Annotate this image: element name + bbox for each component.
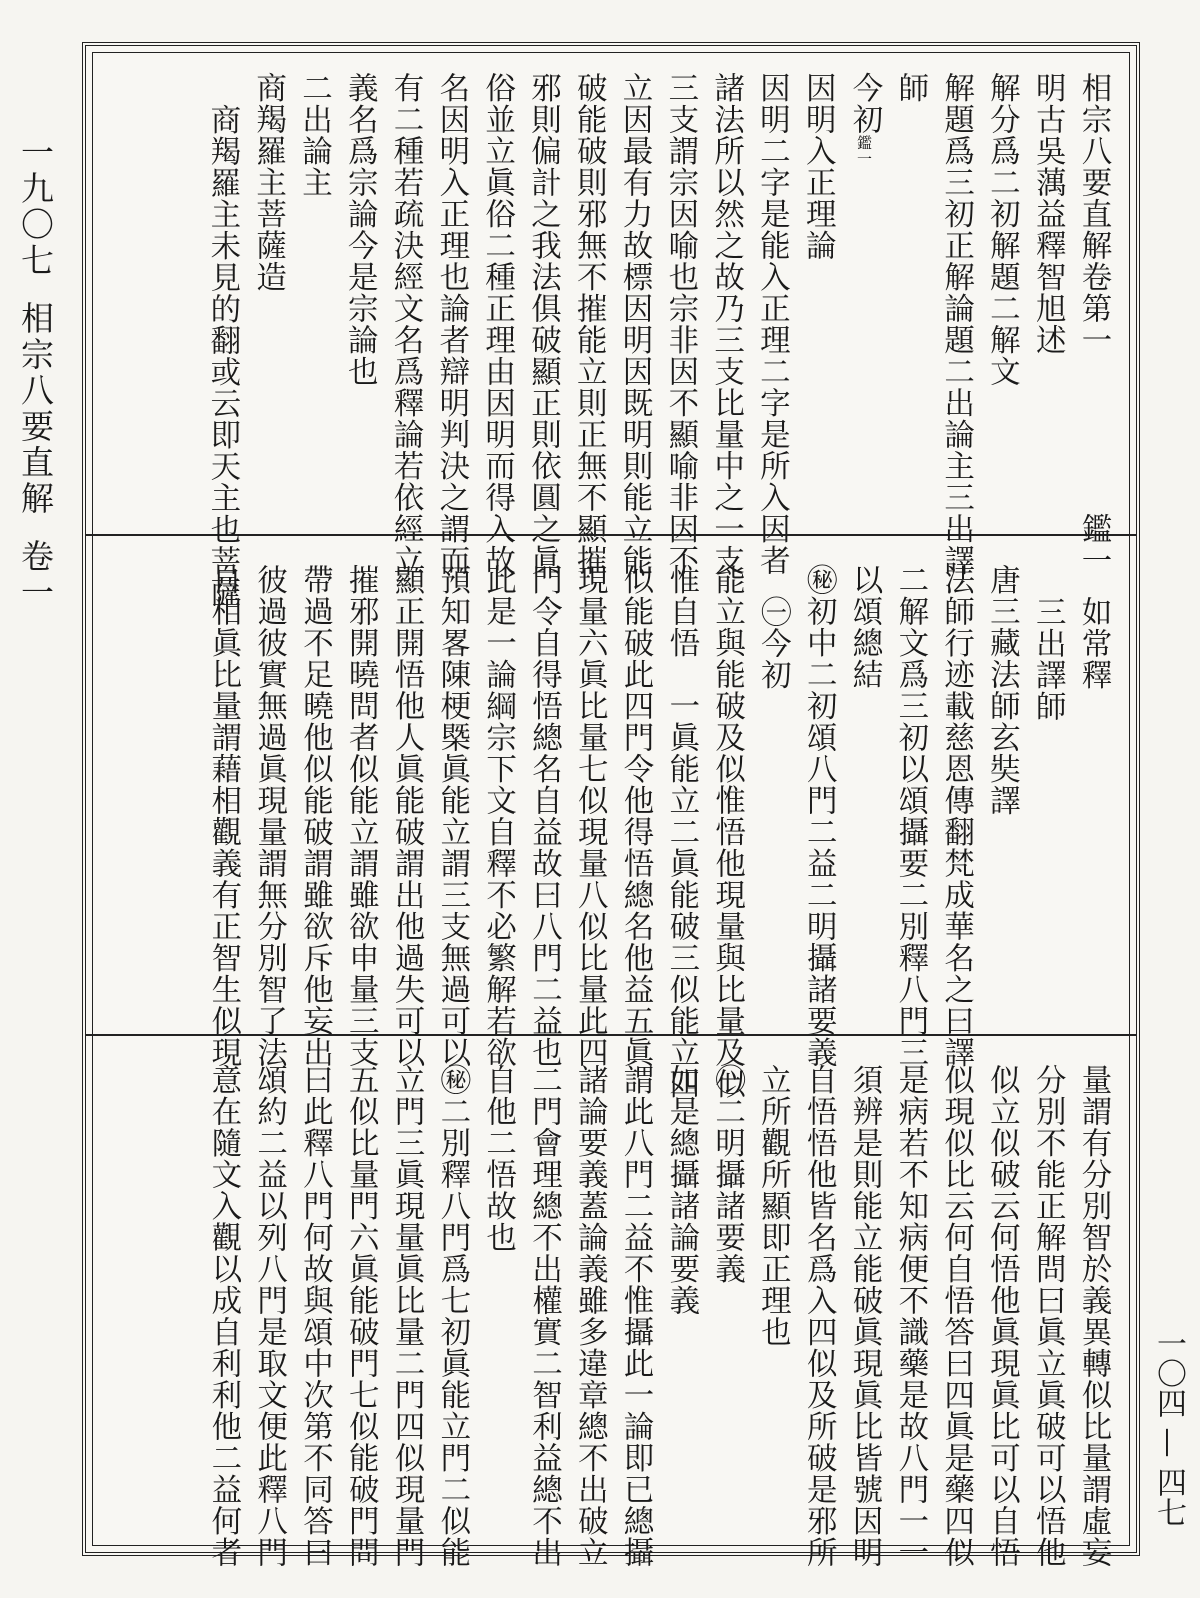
text-column bbox=[520, 72, 566, 576]
column-text: 明古吳蕅益釋智旭述 bbox=[1030, 72, 1066, 356]
column-text: 商羯羅主菩薩造 bbox=[250, 72, 286, 293]
text-column bbox=[565, 72, 611, 576]
column-text: 二解文爲三初以頌攝要二別釋八門三 bbox=[892, 564, 928, 1068]
column-text: 如是總攝諸論要義 bbox=[663, 1064, 699, 1316]
column-text: 彼過彼實無過眞現量謂無分別智了法 bbox=[251, 564, 287, 1068]
text-column bbox=[840, 72, 887, 537]
column-text: 二門會理總不出權實二智利益總不出 bbox=[526, 1064, 562, 1568]
text-column bbox=[658, 1064, 704, 1534]
text-column bbox=[795, 1064, 841, 1568]
text-panel-top bbox=[106, 72, 1116, 608]
text-column bbox=[429, 1064, 475, 1568]
vertical-text-columns bbox=[106, 72, 1116, 608]
vertical-text-columns bbox=[106, 1064, 1116, 1568]
margin-page-number: 一九〇七 bbox=[16, 135, 55, 279]
column-text: 意在隨文入觀以成自利利他二益何者 bbox=[205, 1064, 241, 1568]
text-column bbox=[703, 72, 749, 576]
text-column bbox=[200, 1064, 246, 1568]
text-column bbox=[337, 564, 383, 1068]
column-text: 立所觀所顯即正理也 bbox=[755, 1064, 791, 1348]
column-text: 解分爲二初解題二解文 bbox=[984, 72, 1020, 387]
text-column bbox=[382, 72, 428, 576]
column-text: 摧邪開曉問者似能立謂雖欲申量三支 bbox=[343, 564, 379, 1068]
text-column bbox=[292, 564, 338, 1068]
text-column bbox=[887, 72, 933, 537]
text-column bbox=[750, 564, 796, 1034]
page-frame bbox=[82, 42, 1140, 1568]
text-column bbox=[1024, 1064, 1070, 1568]
text-column bbox=[887, 1064, 933, 1568]
column-text: 曰此釋八門何故與頌中次第不同答曰 bbox=[297, 1064, 333, 1568]
interlinear-note: 鑑一 bbox=[855, 135, 874, 167]
text-column bbox=[794, 72, 840, 537]
column-text: 俗並立眞俗二種正理由因明而得入故 bbox=[479, 72, 515, 576]
column-text: 預知畧陳梗槩眞能立謂三支無過可以 bbox=[434, 564, 470, 1068]
column-text: 諸法所以然之故乃三支比量中之一支 bbox=[708, 72, 744, 576]
column-text: 須辨是則能立能破眞現眞比皆號因明 bbox=[847, 1064, 883, 1568]
right-margin-page-ref: 一〇四 — 四七 bbox=[1151, 1328, 1186, 1528]
column-text: 名因明入正理也論者辯明判決之謂而 bbox=[433, 72, 469, 576]
text-column bbox=[657, 72, 703, 576]
column-text: 能立與能破及似惟悟他現量與比量及似 bbox=[709, 564, 745, 1100]
column-text: 邪則偏計之我法俱破顯正則依圓之眞 bbox=[525, 72, 561, 576]
column-text: 惟自悟 一眞能立二眞能破三似能立四 bbox=[663, 564, 699, 1100]
text-panel-bottom bbox=[106, 1064, 1116, 1568]
column-text: 如常釋 bbox=[1076, 596, 1111, 691]
text-panel-middle bbox=[106, 564, 1116, 1100]
column-text: ㊀今初 bbox=[755, 596, 791, 691]
column-text: ㊙二別釋八門爲七初眞能立門二似能 bbox=[434, 1064, 470, 1568]
text-column bbox=[475, 564, 521, 1068]
text-column bbox=[200, 564, 246, 1068]
column-text: 諸論要義蓋論義雖多違章總不出破立 bbox=[572, 1064, 608, 1568]
text-column bbox=[611, 72, 657, 576]
text-column bbox=[566, 1064, 612, 1568]
text-column bbox=[933, 1064, 979, 1568]
text-column bbox=[612, 1064, 658, 1568]
column-text: 自相眞比量謂藉相觀義有正智生似現 bbox=[205, 564, 241, 1068]
column-text: 有二種若疏決經文名爲釋論若依經立 bbox=[388, 72, 424, 576]
text-column bbox=[383, 1064, 429, 1568]
margin-volume: 卷一 bbox=[16, 539, 55, 611]
text-column bbox=[292, 1064, 338, 1568]
column-text: 今初 bbox=[847, 72, 883, 135]
text-column bbox=[704, 564, 750, 1100]
column-text: 謂此八門二益不惟攝此一論即已總攝 bbox=[618, 1064, 654, 1568]
column-text: 似能破此四門令他得悟總名他益五眞 bbox=[618, 564, 654, 1068]
text-column bbox=[795, 564, 841, 1068]
left-margin-label bbox=[10, 135, 60, 1135]
margin-book-title: 相宗八要直解 bbox=[16, 301, 55, 517]
panel-divider bbox=[86, 1034, 1136, 1036]
text-column bbox=[1070, 564, 1116, 1034]
column-text: 帶過不足曉他似能破謂雖欲斥他妄出 bbox=[297, 564, 333, 1068]
text-column bbox=[841, 1064, 887, 1568]
text-column bbox=[291, 72, 337, 537]
column-text: 似立似破云何悟他眞現眞比可以自悟 bbox=[984, 1064, 1020, 1568]
text-column bbox=[1024, 564, 1070, 1034]
column-text: 三支謂宗因喻也宗非因不顯喻非因不 bbox=[662, 72, 698, 576]
text-column bbox=[199, 72, 245, 608]
text-column bbox=[704, 1064, 750, 1534]
text-column bbox=[566, 564, 612, 1068]
text-column bbox=[979, 564, 1025, 1034]
column-text: 自悟悟他皆名爲入四似及所破是邪所 bbox=[801, 1064, 837, 1568]
column-text: 法師行迹載慈恩傳翻梵成華名之曰譯 bbox=[938, 564, 974, 1068]
text-column bbox=[521, 1064, 567, 1568]
text-column bbox=[336, 72, 382, 537]
text-column bbox=[1070, 72, 1116, 576]
column-text: 三出譯師 bbox=[1030, 596, 1066, 722]
text-column bbox=[887, 564, 933, 1068]
column-text: 解題爲三初正解論題二出論主三出譯 bbox=[938, 72, 974, 576]
column-text: 門令自得悟總名自益故曰八門二益也 bbox=[526, 564, 562, 1068]
column-text: 義名爲宗論今是宗論也 bbox=[342, 72, 378, 387]
column-text: 破能破則邪無不摧能立則正無不顯摧 bbox=[571, 72, 607, 576]
column-text: 頌約二益以列八門是取文便此釋八門 bbox=[251, 1064, 287, 1568]
text-column bbox=[245, 72, 291, 537]
text-column bbox=[474, 72, 520, 576]
text-column bbox=[383, 564, 429, 1068]
column-text: 因明二字是能入正理二字是所入因者 bbox=[754, 72, 790, 576]
column-text: 是病若不知病便不識藥是故八門一一 bbox=[892, 1064, 928, 1568]
text-column bbox=[1070, 1064, 1116, 1568]
text-column bbox=[933, 564, 979, 1068]
text-column bbox=[658, 564, 704, 1100]
column-text: 顯正開悟他人眞能破謂出他過失可以 bbox=[389, 564, 425, 1068]
text-column bbox=[750, 1064, 796, 1534]
text-column bbox=[612, 564, 658, 1068]
column-text: 立門三眞現量眞比量二門四似現量門 bbox=[389, 1064, 425, 1568]
column-text: ㊀二明攝諸要義 bbox=[709, 1064, 745, 1285]
column-text: 似現似比云何自悟答曰四眞是藥四似 bbox=[938, 1064, 974, 1568]
text-column bbox=[246, 564, 292, 1068]
text-column bbox=[429, 564, 475, 1068]
text-column bbox=[749, 72, 795, 576]
column-text: 商羯羅主未見的翻或云即天主也菩薩 bbox=[204, 104, 240, 608]
vertical-text-columns bbox=[106, 564, 1116, 1100]
text-column bbox=[246, 1064, 292, 1568]
column-text: 自他二悟故也 bbox=[480, 1064, 516, 1253]
text-column bbox=[1024, 72, 1070, 537]
column-text: 立因最有力故標因明因既明則能立能 bbox=[617, 72, 653, 576]
text-column bbox=[337, 1064, 383, 1568]
column-text: 因明入正理論 bbox=[800, 72, 836, 261]
column-text: 以頌總結 bbox=[847, 564, 883, 690]
column-text: 二出論主 bbox=[296, 72, 332, 198]
column-text: 師 bbox=[892, 72, 928, 104]
text-column bbox=[979, 1064, 1025, 1568]
text-column bbox=[979, 72, 1025, 537]
column-text: 五似比量門六眞能破門七似能破門問 bbox=[343, 1064, 379, 1568]
text-column bbox=[933, 72, 979, 576]
column-text: 相宗八要直解卷第一 鑑一 bbox=[1076, 72, 1111, 576]
column-text: 量謂有分別智於義異轉似比量謂虛妄 bbox=[1076, 1064, 1111, 1568]
column-text: 唐三藏法師玄奘譯 bbox=[984, 564, 1020, 816]
column-text: 分別不能正解問曰眞立眞破可以悟他 bbox=[1030, 1064, 1066, 1568]
column-text: ㊙初中二初頌八門二益二明攝諸要義 bbox=[801, 564, 837, 1068]
text-column bbox=[521, 564, 567, 1068]
text-column bbox=[475, 1064, 521, 1534]
column-text: 此是一論綱宗下文自釋不必繁解若欲 bbox=[480, 564, 516, 1068]
text-column bbox=[841, 564, 887, 1034]
text-column bbox=[428, 72, 474, 576]
column-text: 現量六眞比量七似現量八似比量此四 bbox=[572, 564, 608, 1068]
